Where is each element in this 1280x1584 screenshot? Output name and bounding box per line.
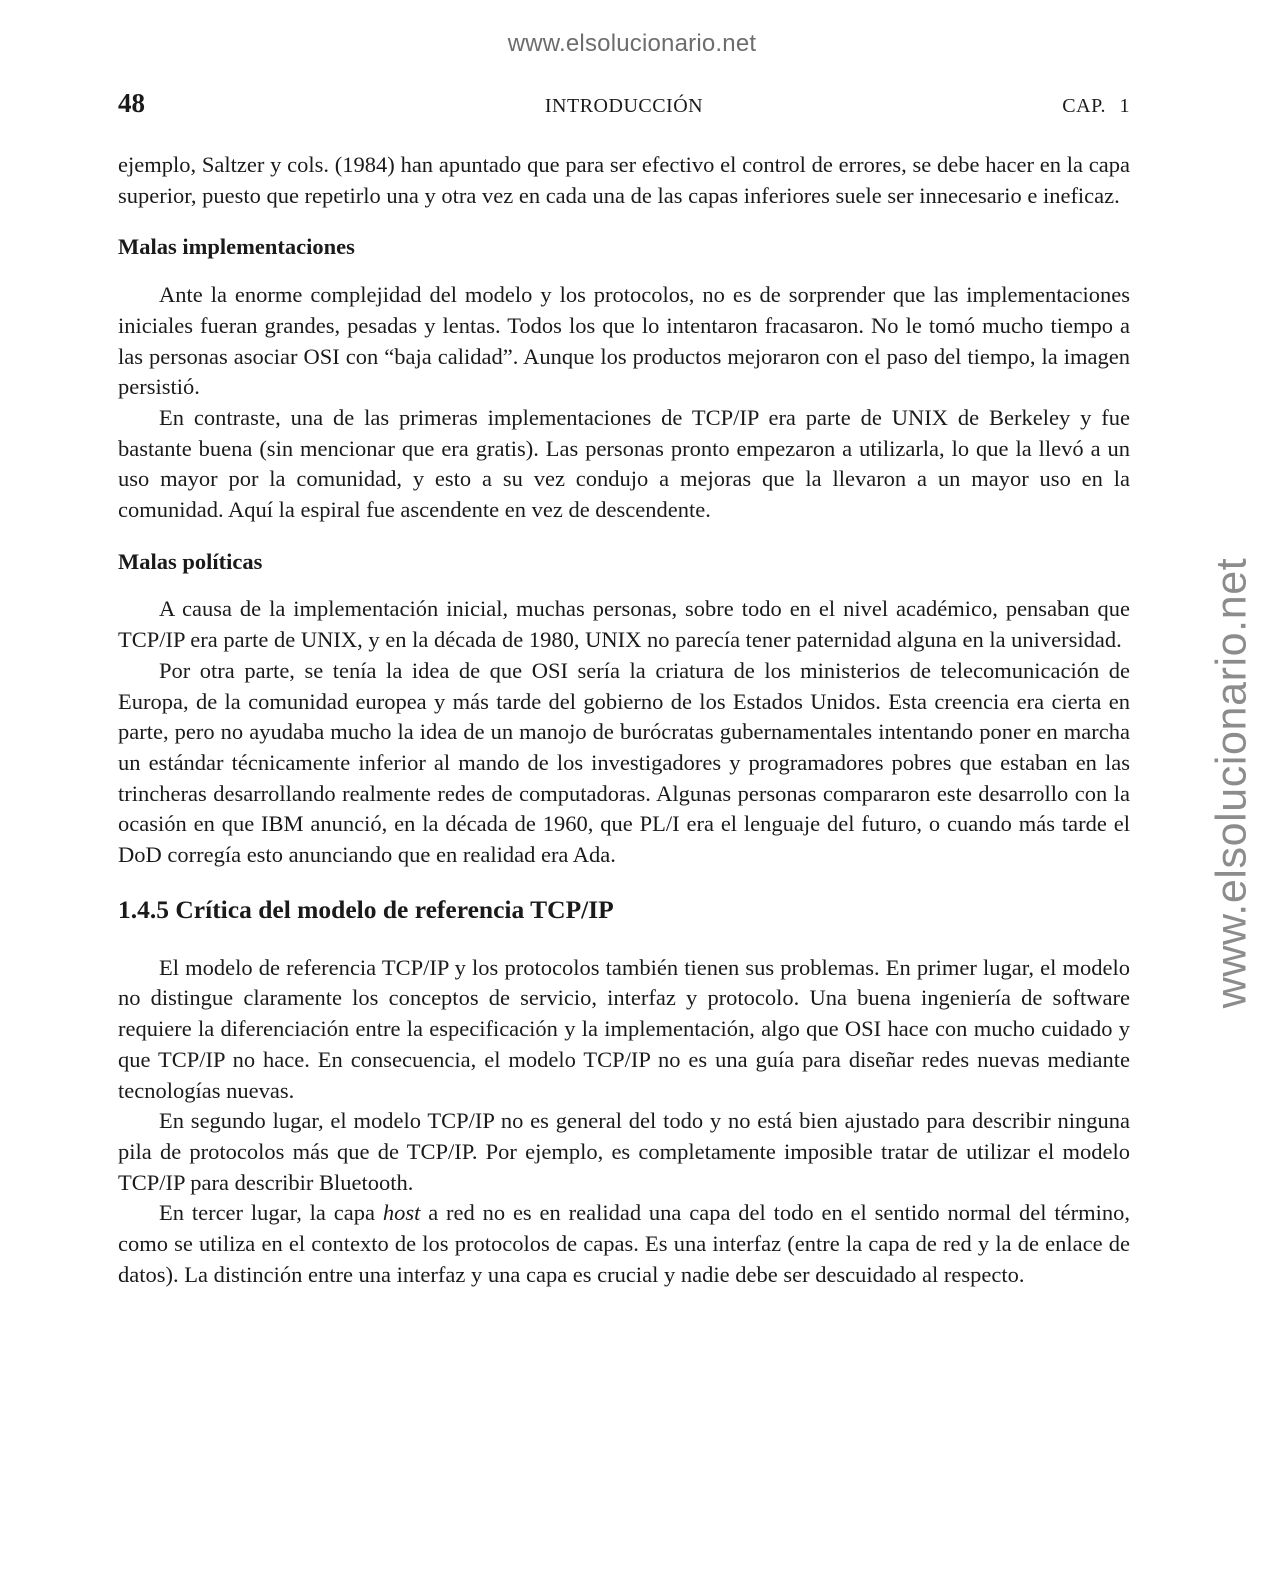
paragraph: Por otra parte, se tenía la idea de que OSI sería la criatura de los ministerios de telecomunicación de Europa, de la comunidad europea y más tarde del gobierno de los Estados Unidos. Esta creencia era cierta en parte, pero no ayudaba mucho la idea de un manojo de burócratas gubernamentales intentando poner en marcha un estándar técnicamente inferior al mando de los investigadores y programadores pobres que estaban en las trincheras desarrollando realmente redes de computadoras. Algunas personas compararon este desarrollo con la ocasión en que IBM anunció, en la década de 1960, que PL/I era el lenguaje del futuro, o cuando más tarde el DoD corregía esto anunciando que en realidad era Ada.: [118, 657, 1130, 868]
paragraph: En contraste, una de las primeras implementaciones de TCP/IP era parte de UNIX de Berkeley y fue bastante buena (sin mencionar que era gratis). Las personas pronto empezaron a utilizarla, lo que la llevó a un uso mayor por la comunidad, y esto a su vez condujo a mejoras que la llevaron a un mayor uso en la comunidad. Aquí la espiral fue ascendente en vez de descendente.: [118, 404, 1130, 523]
paragraph-text: a red no es en realidad una capa del todo en el sentido normal del término, como se utiliza en el contexto de los protocolos de capas. Es una interfaz (entre la capa de red y la de enlace de datos). La distinción entre una interfaz y una capa es crucial y nadie debe ser descuidado al respecto.: [118, 1200, 1130, 1287]
paragraph: Ante la enorme complejidad del modelo y los protocolos, no es de sorprender que las implementaciones iniciales fueran grandes, pesadas y lentas. Todos los que lo intentaron fracasaron. No le tomó mucho tiempo a las personas asociar OSI con “baja calidad”. Aunque los productos mejoraron con el paso del tiempo, la imagen persistió.: [118, 282, 1130, 400]
running-head: [118, 88, 1130, 124]
paragraph: En segundo lugar, el modelo TCP/IP no es general del todo y no está bien ajustado para describir ninguna pila de protocolos más que de TCP/IP. Por ejemplo, es completamente imposible tratar de utilizar el modelo TCP/IP para describir Bluetooth.: [118, 1108, 1130, 1195]
watermark-side: www.elsolucionario.net: [1207, 557, 1256, 1009]
page-number: 48: [118, 88, 145, 118]
paragraph: [118, 1198, 1130, 1290]
heading-bad-implementations: Malas implementaciones: [118, 234, 355, 260]
paragraph-text: En tercer lugar, la capa: [159, 1200, 383, 1226]
chapter-title: INTRODUCCIÓN: [544, 95, 704, 117]
paragraph: El modelo de referencia TCP/IP y los protocolos también tienen sus problemas. En primer lugar, el modelo no distingue claramente los conceptos de servicio, interfaz y protocolo. Una buena ingeniería de software requiere la diferenciación entre la especificación y la implementación, algo que OSI hace con mucho cuidado y que TCP/IP no hace. En consecuencia, el modelo TCP/IP no es una guía para diseñar redes nuevas mediante tecnologías nuevas.: [118, 954, 1130, 1103]
chapter-label: CAP. 1: [1062, 95, 1130, 117]
page-body: [118, 150, 1130, 1291]
section-heading-tcpip-critique: 1.4.5 Crítica del modelo de referencia TCP/IP: [118, 894, 614, 924]
emphasis-host: host: [382, 1200, 421, 1226]
watermark-top: www.elsolucionario.net: [507, 30, 757, 57]
intro-paragraph: ejemplo, Saltzer y cols. (1984) han apuntado que para ser efectivo el control de errores, se debe hacer en la capa superior, puesto que repetirlo una y otra vez en cada una de las capas inferiores suele ser innecesario e ineficaz.: [118, 152, 1130, 208]
paragraph: A causa de la implementación inicial, muchas personas, sobre todo en el nivel académico, pensaban que TCP/IP era parte de UNIX, y en la década de 1980, UNIX no parecía tener paternidad alguna en la universidad.: [118, 596, 1130, 653]
heading-bad-politics: Malas políticas: [118, 548, 263, 574]
